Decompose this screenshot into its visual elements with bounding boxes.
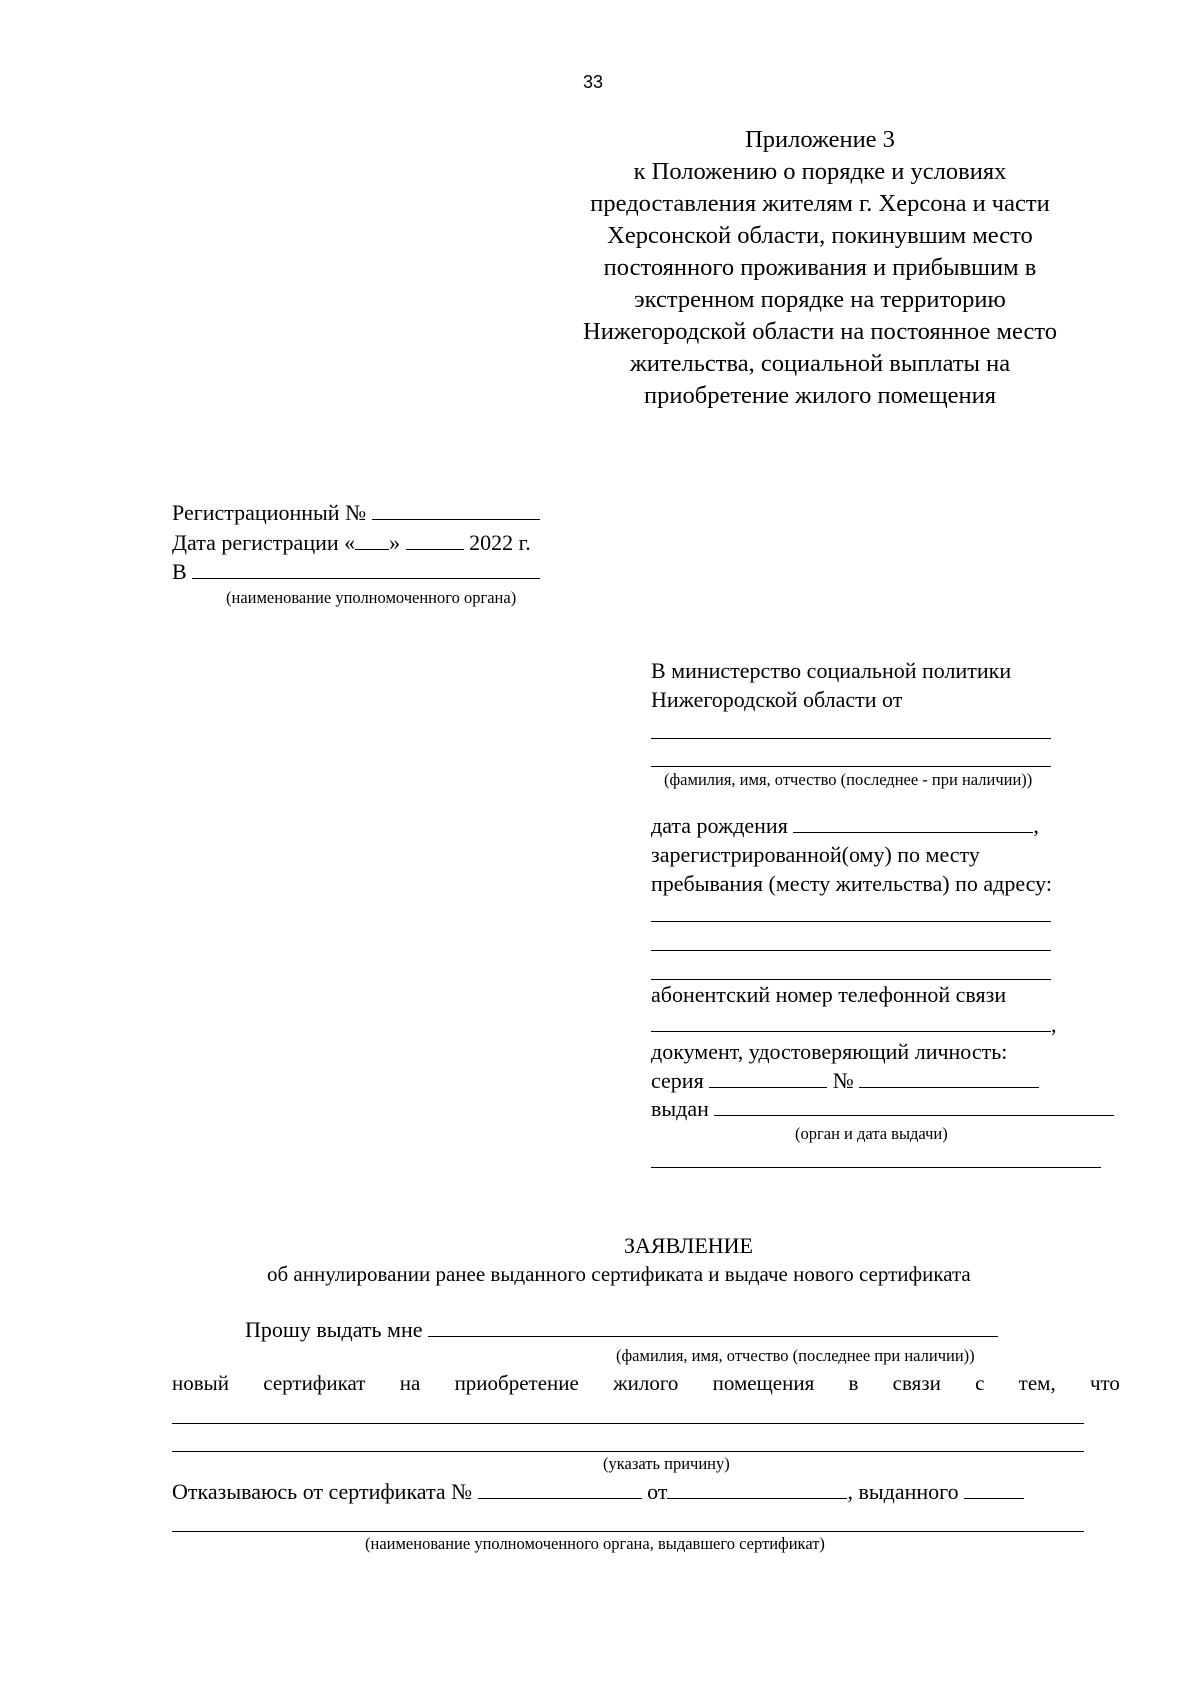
- registration-year: 2022 г.: [469, 530, 531, 555]
- word: сертификат: [263, 1371, 366, 1395]
- justified-reason-line: [172, 1371, 1120, 1396]
- id-series-row: [651, 1068, 1039, 1094]
- word: жилого: [613, 1371, 679, 1395]
- statement-title: ЗАЯВЛЕНИЕ: [624, 1233, 753, 1258]
- phone-label: абонентский номер телефонной связи: [651, 982, 1007, 1007]
- certificate-from-label: от: [647, 1479, 668, 1504]
- registration-number-field[interactable]: [372, 502, 540, 520]
- registration-in-label: В: [172, 559, 187, 584]
- request-label: Прошу выдать мне: [245, 1317, 423, 1342]
- word: связи: [892, 1371, 941, 1395]
- reason-caption: (указать причину): [603, 1454, 730, 1473]
- registration-organ-field[interactable]: [192, 561, 540, 579]
- registration-date-quote: »: [389, 530, 401, 555]
- appendix-line: Приложение 3: [745, 126, 895, 153]
- id-number-sign: №: [832, 1068, 854, 1093]
- refuse-row: [172, 1479, 1024, 1505]
- word: что: [1089, 1371, 1120, 1395]
- registration-date-row: [172, 530, 531, 556]
- appendix-line: Херсонской области, покинувшим место: [607, 222, 1033, 249]
- id-series-field[interactable]: [709, 1070, 827, 1088]
- certificate-issued-by-label: , выданного: [847, 1479, 959, 1504]
- id-issued-field-line-2[interactable]: [651, 1167, 1101, 1168]
- word: новый: [172, 1371, 230, 1395]
- word: приобретение: [454, 1371, 579, 1395]
- appendix-header: [540, 124, 1100, 412]
- certificate-issuer-field[interactable]: [172, 1531, 1084, 1532]
- addressee-line-2: Нижегородской области от: [651, 687, 903, 712]
- request-fio-caption: (фамилия, имя, отчество (последнее при наличии)): [616, 1346, 975, 1365]
- applicant-fio-caption: (фамилия, имя, отчество (последнее - при наличии)): [664, 770, 1033, 789]
- registration-organ-caption: (наименование уполномоченного органа): [226, 588, 517, 607]
- appendix-line: приобретение жилого помещения: [644, 382, 996, 409]
- appendix-line: жительства, социальной выплаты на: [629, 350, 1011, 377]
- birth-date-field[interactable]: [793, 815, 1033, 833]
- registered-line-2: пребывания (месту жительства) по адресу:: [651, 871, 1052, 896]
- registration-month-field[interactable]: [406, 532, 464, 550]
- addressee-line-1: В министерство социальной политики: [651, 658, 1012, 683]
- statement-subtitle: об аннулировании ранее выданного сертификата и выдаче нового сертификата: [267, 1262, 971, 1286]
- page-number: 33: [583, 72, 604, 92]
- id-issued-label: выдан: [651, 1096, 709, 1121]
- phone-comma: ,: [1051, 1012, 1057, 1037]
- registered-line-1: зарегистрированной(ому) по месту: [651, 842, 980, 867]
- certificate-issuer-caption: (наименование уполномоченного органа, выдавшего сертификат): [365, 1534, 825, 1553]
- certificate-issuer-field-start[interactable]: [964, 1481, 1024, 1499]
- refuse-label: Отказываюсь от сертификата №: [172, 1479, 473, 1504]
- word: тем,: [1018, 1371, 1056, 1395]
- id-issued-caption: (орган и дата выдачи): [795, 1124, 948, 1143]
- appendix-line: экстренном порядке на территорию: [634, 286, 1006, 313]
- address-field-line-2[interactable]: [651, 950, 1051, 951]
- birth-date-row: [651, 813, 1039, 839]
- word: на: [399, 1371, 421, 1395]
- registration-date-label: Дата регистрации «: [172, 530, 356, 555]
- certificate-number-field[interactable]: [478, 1481, 642, 1499]
- phone-field[interactable]: [651, 1014, 1051, 1032]
- word: помещения: [712, 1371, 815, 1395]
- appendix-line: предоставления жителям г. Херсона и части: [590, 190, 1050, 217]
- id-issued-row: [651, 1096, 1114, 1122]
- request-row: [245, 1317, 998, 1343]
- id-document-label: документ, удостоверяющий личность:: [651, 1039, 1008, 1064]
- word: с: [975, 1371, 985, 1395]
- registration-day-field[interactable]: [355, 532, 389, 550]
- registration-organ-row: [172, 559, 540, 585]
- word: в: [848, 1371, 859, 1395]
- certificate-date-field[interactable]: [667, 1481, 847, 1499]
- birth-date-label: дата рождения: [651, 813, 788, 838]
- birth-date-comma: ,: [1033, 813, 1039, 838]
- id-issued-field[interactable]: [714, 1098, 1114, 1116]
- address-field-line-3[interactable]: [651, 979, 1051, 980]
- applicant-fio-field-line-1[interactable]: [651, 738, 1051, 739]
- applicant-fio-field-line-2[interactable]: [651, 766, 1051, 767]
- reason-field-line-1[interactable]: [172, 1423, 1084, 1424]
- appendix-line: постоянного проживания и прибывшим в: [603, 254, 1037, 281]
- id-number-field[interactable]: [859, 1070, 1039, 1088]
- reason-field-line-2[interactable]: [172, 1451, 1084, 1452]
- appendix-line: Нижегородской области на постоянное место: [583, 318, 1057, 345]
- appendix-line: к Положению о порядке и условиях: [633, 158, 1007, 185]
- phone-row: [651, 1012, 1057, 1038]
- id-series-label: серия: [651, 1068, 704, 1093]
- registration-number-row: [172, 500, 540, 526]
- request-fio-field[interactable]: [428, 1319, 998, 1337]
- address-field-line-1[interactable]: [651, 921, 1051, 922]
- registration-number-label: Регистрационный №: [172, 500, 367, 525]
